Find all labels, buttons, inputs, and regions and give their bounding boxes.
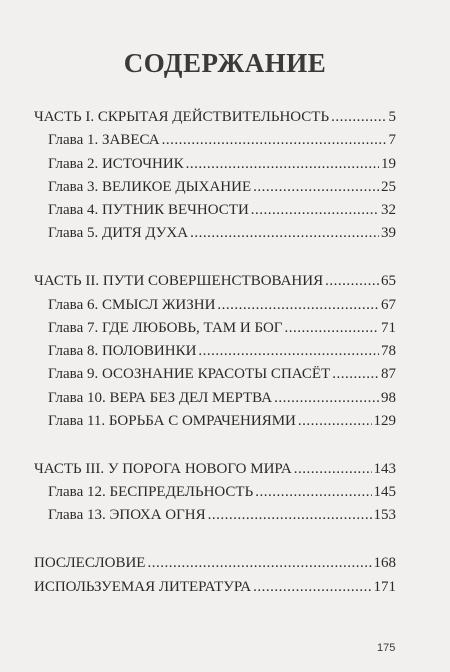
toc-entry-label: Глава 10. ВЕРА БЕЗ ДЕЛ МЕРТВА xyxy=(48,389,273,406)
toc-entry-label: Глава 13. ЭПОХА ОГНЯ xyxy=(48,507,206,524)
toc-entry-label: Глава 3. ВЕЛИКОЕ ДЫХАНИЕ xyxy=(48,178,252,195)
toc-entry-page: 67 xyxy=(381,296,396,313)
dot-leader xyxy=(251,199,379,222)
toc-entry-label: ПОСЛЕСЛОВИЕ xyxy=(34,555,146,572)
page-number: 175 xyxy=(377,642,396,654)
table-of-contents xyxy=(34,106,396,623)
dot-leader xyxy=(198,340,379,363)
toc-part-entry[interactable] xyxy=(34,458,396,481)
toc-entry-label: Глава 12. БЕСПРЕДЕЛЬНОСТЬ xyxy=(48,484,254,501)
toc-entry-page: 145 xyxy=(373,484,396,501)
toc-chapter-entry[interactable] xyxy=(34,222,396,245)
dot-leader xyxy=(253,176,379,199)
toc-entry-page: 78 xyxy=(381,343,396,360)
toc-entry-label: ЧАСТЬ II. ПУТИ СОВЕРШЕНСТВОВАНИЯ xyxy=(34,273,324,290)
toc-entry-page: 39 xyxy=(381,225,396,242)
toc-entry-label: Глава 1. ЗАВЕСА xyxy=(48,132,160,149)
dot-leader xyxy=(294,458,372,481)
toc-section-back-matter xyxy=(34,552,396,599)
toc-entry-label: Глава 4. ПУТНИК ВЕЧНОСТИ xyxy=(48,202,249,219)
toc-entry-label: Глава 6. СМЫСЛ ЖИЗНИ xyxy=(48,296,216,313)
toc-entry-label: Глава 8. ПОЛОВИНКИ xyxy=(48,343,197,360)
toc-entry-page: 168 xyxy=(373,555,396,572)
toc-chapter-entry[interactable] xyxy=(34,199,396,222)
toc-entry-page: 87 xyxy=(381,366,396,383)
dot-leader xyxy=(325,270,379,293)
dot-leader xyxy=(162,129,387,152)
toc-entry-label: Глава 2. ИСТОЧНИК xyxy=(48,155,184,172)
dot-leader xyxy=(147,552,371,575)
toc-entry-page: 98 xyxy=(381,389,396,406)
dot-leader xyxy=(298,410,372,433)
toc-entry-label: Глава 5. ДИТЯ ДУХА xyxy=(48,225,189,242)
toc-section-part-3 xyxy=(34,458,396,528)
toc-entry-label: Глава 9. ОСОЗНАНИЕ КРАСОТЫ СПАСЁТ xyxy=(48,366,331,383)
dot-leader xyxy=(255,481,371,504)
dot-leader xyxy=(331,106,386,129)
toc-references-entry[interactable] xyxy=(34,576,396,599)
dot-leader xyxy=(208,504,372,527)
dot-leader xyxy=(217,294,379,317)
page-title: СОДЕРЖАНИЕ xyxy=(123,48,327,78)
toc-chapter-entry[interactable] xyxy=(34,153,396,176)
toc-chapter-entry[interactable] xyxy=(34,410,396,433)
toc-entry-page: 19 xyxy=(381,155,396,172)
toc-entry-page: 65 xyxy=(381,273,396,290)
toc-entry-page: 143 xyxy=(373,460,396,477)
dot-leader xyxy=(274,387,379,410)
dot-leader xyxy=(190,222,379,245)
toc-entry-page: 32 xyxy=(381,202,396,219)
toc-entry-label: ЧАСТЬ I. СКРЫТАЯ ДЕЙСТВИТЕЛЬНОСТЬ xyxy=(34,109,330,125)
dot-leader xyxy=(253,576,371,599)
toc-part-entry[interactable] xyxy=(34,106,396,129)
toc-entry-page: 71 xyxy=(381,319,396,336)
dot-leader xyxy=(186,153,379,176)
toc-chapter-entry[interactable] xyxy=(34,317,396,340)
toc-entry-page: 171 xyxy=(373,578,396,595)
toc-chapter-entry[interactable] xyxy=(34,340,396,363)
toc-entry-label: ЧАСТЬ III. У ПОРОГА НОВОГО МИРА xyxy=(34,460,292,477)
toc-entry-label: ИСПОЛЬЗУЕМАЯ ЛИТЕРАТУРА xyxy=(34,578,252,595)
dot-leader xyxy=(332,363,379,386)
toc-chapter-entry[interactable] xyxy=(34,481,396,504)
toc-chapter-entry[interactable] xyxy=(34,363,396,386)
toc-entry-label: Глава 11. БОРЬБА С ОМРАЧЕНИЯМИ xyxy=(48,413,296,430)
toc-entry-page: 5 xyxy=(388,109,396,125)
toc-chapter-entry[interactable] xyxy=(34,504,396,527)
toc-chapter-entry[interactable] xyxy=(34,176,396,199)
toc-section-part-2 xyxy=(34,270,396,433)
toc-entry-page: 129 xyxy=(373,413,396,430)
toc-chapter-entry[interactable] xyxy=(34,129,396,152)
toc-entry-page: 25 xyxy=(381,178,396,195)
toc-chapter-entry[interactable] xyxy=(34,387,396,410)
toc-part-entry[interactable] xyxy=(34,270,396,293)
toc-chapter-entry[interactable] xyxy=(34,294,396,317)
dot-leader xyxy=(284,317,379,340)
toc-entry-label: Глава 7. ГДЕ ЛЮБОВЬ, ТАМ И БОГ xyxy=(48,319,283,336)
toc-entry-page: 153 xyxy=(373,507,396,524)
toc-section-part-1 xyxy=(34,106,396,246)
toc-afterword-entry[interactable] xyxy=(34,552,396,575)
toc-entry-page: 7 xyxy=(388,132,396,149)
